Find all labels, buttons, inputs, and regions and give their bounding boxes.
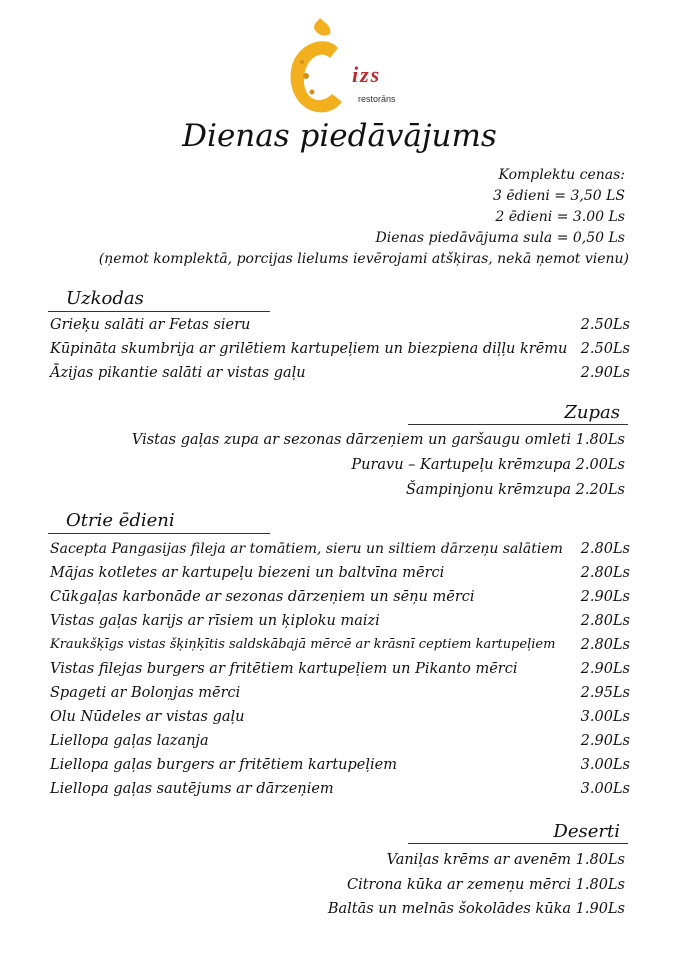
menu-item xyxy=(50,705,630,729)
menu-item: Vaniļas krēms ar avenēm 1.80Ls xyxy=(386,852,625,868)
menu-item xyxy=(50,585,630,609)
menu-item-name: Vistas filejas burgers ar fritētiem kartupeļiem un Pikanto mērci xyxy=(50,661,518,677)
menu-item-price: 2.80Ls xyxy=(580,613,630,629)
menu-item: Baltās un melnās šokolādes kūka 1.90Ls xyxy=(327,901,625,917)
menu-item-price: 3.00Ls xyxy=(580,757,630,773)
restaurant-logo xyxy=(280,14,420,124)
menu-item-name: Grieķu salāti ar Fetas sieru xyxy=(50,317,251,333)
menu-item-price: 2.80Ls xyxy=(580,637,630,653)
menu-item: Vistas gaļas zupa ar sezonas dārzeņiem un garšaugu omleti 1.80Ls xyxy=(131,432,625,448)
menu-item xyxy=(50,777,630,801)
menu-item xyxy=(50,561,630,585)
set-price-line: 3 ēdieni = 3,50 LS xyxy=(492,188,625,204)
menu-item-price: 2.50Ls xyxy=(580,341,630,357)
menu-item-price: 2.90Ls xyxy=(580,733,630,749)
menu-item: Citrona kūka ar zemeņu mērci 1.80Ls xyxy=(347,877,625,893)
section-divider xyxy=(48,311,270,312)
menu-item-name: Liellopa gaļas burgers ar fritētiem kartupeļiem xyxy=(50,757,397,773)
menu-item xyxy=(50,313,630,337)
section-heading-mains: Otrie ēdieni xyxy=(66,510,175,531)
menu-item xyxy=(50,753,630,777)
set-prices-heading: Komplektu cenas: xyxy=(498,167,625,183)
menu-item-price: 2.90Ls xyxy=(580,365,630,381)
menu-item xyxy=(50,657,630,681)
menu-item-price: 3.00Ls xyxy=(580,709,630,725)
menu-item-price: 2.90Ls xyxy=(580,589,630,605)
logo-wordmark: izs xyxy=(352,62,382,87)
menu-item-price: 2.80Ls xyxy=(580,565,630,581)
page-title: Dienas piedāvājums xyxy=(182,118,497,154)
menu-item-name: Sacepta Pangasijas fileja ar tomātiem, sieru un siltiem dārzeņu salātiem xyxy=(50,541,563,557)
menu-item-name: Kraukšķīgs vistas šķiņķītis saldskābajā mērcē ar krāsnī ceptiem kartupeļiem xyxy=(50,637,556,652)
menu-item xyxy=(50,633,630,657)
menu-item-name: Olu Nūdeles ar vistas gaļu xyxy=(50,709,245,725)
section-heading-starters: Uzkodas xyxy=(66,288,144,309)
section-divider xyxy=(408,424,628,425)
menu-item-price: 2.90Ls xyxy=(580,661,630,677)
menu-item xyxy=(50,361,630,385)
set-price-line: Dienas piedāvājuma sula = 0,50 Ls xyxy=(375,230,625,246)
menu-item xyxy=(50,609,630,633)
menu-item xyxy=(50,681,630,705)
menu-item-name: Spageti ar Boloņjas mērci xyxy=(50,685,241,701)
menu-item xyxy=(50,337,630,361)
menu-item-price: 2.95Ls xyxy=(580,685,630,701)
menu-item-name: Kūpināta skumbrija ar grilētiem kartupeļiem un biezpiena diļļu krēmu xyxy=(50,341,568,357)
menu-item-name: Vistas gaļas karijs ar rīsiem un ķiploku maizi xyxy=(50,613,380,629)
menu-item-name: Āzijas pikantie salāti ar vistas gaļu xyxy=(50,365,306,381)
menu-item-name: Liellopa gaļas lazanja xyxy=(50,733,209,749)
set-prices-note: (ņemot komplektā, porcijas lielums ievērojami atšķiras, nekā ņemot vienu) xyxy=(98,251,629,267)
set-price-line: 2 ēdieni = 3.00 Ls xyxy=(495,209,625,225)
menu-item xyxy=(50,537,630,561)
section-divider xyxy=(408,843,628,844)
menu-item-price: 2.50Ls xyxy=(580,317,630,333)
logo-subtitle: restorāns xyxy=(358,94,396,104)
section-heading-desserts: Deserti xyxy=(553,821,620,842)
menu-item-price: 3.00Ls xyxy=(580,781,630,797)
section-divider xyxy=(48,533,270,534)
menu-item-price: 2.80Ls xyxy=(580,541,630,557)
menu-item-name: Mājas kotletes ar kartupeļu biezeni un baltvīna mērci xyxy=(50,565,445,581)
menu-item: Puravu – Kartupeļu krēmzupa 2.00Ls xyxy=(351,457,625,473)
menu-item xyxy=(50,729,630,753)
section-heading-soups: Zupas xyxy=(564,402,620,423)
cheese-logo-icon xyxy=(280,14,420,124)
menu-item: Šampinjonu krēmzupa 2.20Ls xyxy=(405,482,625,498)
set-prices-block xyxy=(98,165,629,270)
menu-item-name: Liellopa gaļas sautējums ar dārzeņiem xyxy=(50,781,334,797)
menu-item-name: Cūkgaļas karbonāde ar sezonas dārzeņiem un sēņu mērci xyxy=(50,589,475,605)
